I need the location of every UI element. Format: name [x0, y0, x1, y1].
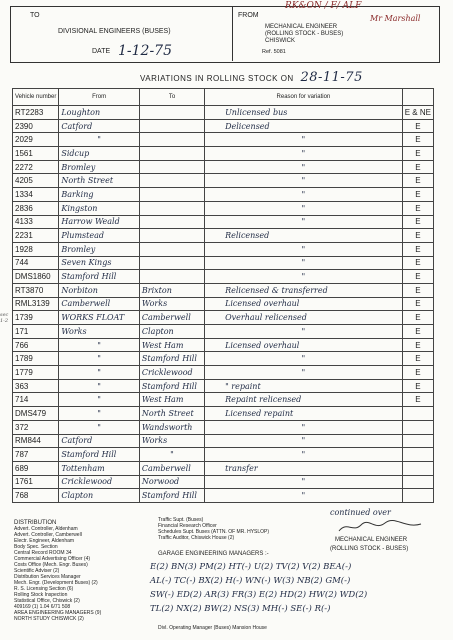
cell-vehicle: 171 — [13, 325, 59, 339]
distribution-item: Mech. Engr. (Development Buses) (2) — [14, 580, 98, 586]
cell-vehicle: 1789 — [13, 352, 59, 366]
cell-code: E — [402, 201, 433, 215]
distribution-list — [14, 520, 154, 622]
cell-reason: Licensed overhaul — [205, 297, 403, 311]
cell-vehicle: 766 — [13, 338, 59, 352]
cell-from: North Street — [59, 174, 140, 188]
from-handwritten-2: Mr Marshall — [370, 14, 421, 23]
cell-vehicle: 714 — [13, 393, 59, 407]
garage-codes — [150, 560, 367, 616]
cell-reason: Overhaul relicensed — [205, 311, 403, 325]
cell-to — [139, 174, 204, 188]
cell-vehicle: 689 — [13, 461, 59, 475]
cell-to — [139, 160, 204, 174]
cell-to: Stamford Hill — [139, 379, 204, 393]
cell-vehicle: 4205 — [13, 174, 59, 188]
cell-to: Camberwell — [139, 461, 204, 475]
cell-to: Works — [139, 297, 204, 311]
cell-code: E — [402, 188, 433, 202]
table-row — [13, 475, 434, 489]
cell-to — [139, 106, 204, 120]
distribution-title: DISTRIBUTION — [14, 520, 57, 526]
cell-code — [402, 489, 433, 503]
cell-from: Bromley — [59, 242, 140, 256]
cell-vehicle: 1928 — [13, 242, 59, 256]
cell-reason: " — [205, 174, 403, 188]
table-row — [13, 256, 434, 270]
middle-list — [158, 517, 338, 541]
cell-code: E — [402, 338, 433, 352]
to-label: TO — [30, 12, 40, 19]
table-row — [13, 297, 434, 311]
cell-to: Clapton — [139, 325, 204, 339]
table-row — [13, 393, 434, 407]
title-text: VARIATIONS IN ROLLING STOCK ON — [140, 74, 294, 83]
col-code — [402, 89, 433, 106]
cell-to: Works — [139, 434, 204, 448]
cell-code — [402, 461, 433, 475]
cell-vehicle: 1761 — [13, 475, 59, 489]
cell-reason: " — [205, 489, 403, 503]
cell-from: " — [59, 379, 140, 393]
cell-code — [402, 420, 433, 434]
cell-from: " — [59, 352, 140, 366]
cell-vehicle: 372 — [13, 420, 59, 434]
cell-from: Clapton — [59, 489, 140, 503]
cell-code: E — [402, 215, 433, 229]
distribution-item: NORTH STUDY CHISWICK (2) — [14, 616, 84, 622]
table-row — [13, 434, 434, 448]
date-label: DATE — [92, 48, 111, 55]
cell-code: E — [402, 242, 433, 256]
col-reason: Reason for variation — [205, 89, 403, 106]
signoff-title-2: (ROLLING STOCK - BUSES) — [330, 546, 409, 552]
cell-reason: " — [205, 475, 403, 489]
table-row — [13, 352, 434, 366]
cell-to: Wandsworth — [139, 420, 204, 434]
table-row — [13, 270, 434, 284]
col-vehicle: Vehicle number — [13, 89, 59, 106]
middle-item: Traffic Supt. (Buses) — [158, 517, 204, 523]
cell-reason: " — [205, 147, 403, 161]
distribution-item: R. S. Licensing Section (6) — [14, 586, 74, 592]
cell-vehicle: 768 — [13, 489, 59, 503]
cell-code: E — [402, 393, 433, 407]
cell-to — [139, 119, 204, 133]
cell-to: West Ham — [139, 338, 204, 352]
cell-vehicle: RM844 — [13, 434, 59, 448]
cell-reason: " — [205, 242, 403, 256]
cell-from: " — [59, 420, 140, 434]
cell-from: Plumstead — [59, 229, 140, 243]
table-row — [13, 420, 434, 434]
cell-reason: " repaint — [205, 379, 403, 393]
distribution-item: Advert. Controller, Aldenham — [14, 526, 78, 532]
signoff-title-1: MECHANICAL ENGINEER — [335, 537, 408, 543]
continued-note: continued over — [330, 508, 391, 517]
cell-vehicle: 1779 — [13, 366, 59, 380]
distribution-item: Rolling Stock Inspection — [14, 592, 68, 598]
cell-to: " — [139, 448, 204, 462]
cell-vehicle: 363 — [13, 379, 59, 393]
table-row — [13, 311, 434, 325]
cell-reason: Licensed repaint — [205, 407, 403, 421]
cell-to — [139, 147, 204, 161]
cell-to: Camberwell — [139, 311, 204, 325]
cell-reason: Relicensed — [205, 229, 403, 243]
cell-reason: " — [205, 256, 403, 270]
cell-reason: " — [205, 325, 403, 339]
table-row — [13, 325, 434, 339]
cell-vehicle: DMS479 — [13, 407, 59, 421]
table-header-row — [13, 89, 434, 106]
cell-vehicle: 1334 — [13, 188, 59, 202]
table-row — [13, 174, 434, 188]
cell-to — [139, 133, 204, 147]
cell-to: North Street — [139, 407, 204, 421]
cell-from: Sidcup — [59, 147, 140, 161]
cell-reason: Licensed overhaul — [205, 338, 403, 352]
variations-table — [12, 88, 434, 503]
table-row — [13, 229, 434, 243]
table-row — [13, 366, 434, 380]
cell-vehicle: 2836 — [13, 201, 59, 215]
table-row — [13, 201, 434, 215]
cell-from: Stamford Hill — [59, 448, 140, 462]
cell-vehicle: DMS1860 — [13, 270, 59, 284]
cell-vehicle: 4133 — [13, 215, 59, 229]
ref-number: Ref. 5081 — [262, 49, 286, 55]
date-value: 1-12-75 — [118, 43, 172, 59]
cell-code: E — [402, 119, 433, 133]
table-row — [13, 283, 434, 297]
cell-vehicle: RT2283 — [13, 106, 59, 120]
distribution-item: Scientific Adviser (2) — [14, 568, 60, 574]
from-value-2: (ROLLING STOCK - BUSES) — [265, 31, 344, 37]
cell-reason: " — [205, 366, 403, 380]
cell-code: E — [402, 297, 433, 311]
table-row — [13, 119, 434, 133]
margin-note: sec 1-2 — [0, 312, 9, 324]
garage-line: SW(-) ED(2) AR(3) FR(3) E(2) HD(2) HW(2) WD(2) — [150, 590, 368, 600]
cell-reason: " — [205, 420, 403, 434]
cell-to: Stamford Hill — [139, 352, 204, 366]
distribution-item: Distribution Services Manager — [14, 574, 81, 580]
signature-mark — [335, 519, 425, 535]
cell-reason: transfer — [205, 461, 403, 475]
cell-vehicle: 1561 — [13, 147, 59, 161]
distribution-item: Commercial Advertising Officer (4) — [14, 556, 91, 562]
cell-from: Barking — [59, 188, 140, 202]
cell-reason: " — [205, 188, 403, 202]
cell-to: Stamford Hill — [139, 489, 204, 503]
cell-code — [402, 434, 433, 448]
garage-line: E(2) BN(3) PM(2) HT(-) U(2) TV(2) V(2) BEA(-) — [150, 562, 352, 572]
garage-line: AL(-) TC(-) BX(2) H(-) WN(-) W(3) NB(2) GM(-) — [150, 576, 351, 586]
cell-from: Norbiton — [59, 283, 140, 297]
distribution-item: Electr. Engineer, Aldenham — [14, 538, 75, 544]
cell-from: Loughton — [59, 106, 140, 120]
cell-to: Cricklewood — [139, 366, 204, 380]
cell-reason: " — [205, 133, 403, 147]
cell-reason: " — [205, 160, 403, 174]
from-label: FROM — [238, 12, 259, 19]
distribution-item: Central Record ROOM 34 — [14, 550, 72, 556]
cell-from: " — [59, 407, 140, 421]
cell-vehicle: RT3870 — [13, 283, 59, 297]
cell-code: E — [402, 352, 433, 366]
table-row — [13, 160, 434, 174]
cell-from: " — [59, 393, 140, 407]
table-row — [13, 407, 434, 421]
distribution-item: 409169 (1) 1.04 6/71 508 — [14, 604, 71, 610]
cell-code: E — [402, 229, 433, 243]
cell-code: E — [402, 174, 433, 188]
cell-code: E — [402, 270, 433, 284]
cell-to — [139, 229, 204, 243]
cell-from: Stamford Hill — [59, 270, 140, 284]
cell-vehicle: 787 — [13, 448, 59, 462]
cell-to — [139, 242, 204, 256]
cell-to — [139, 270, 204, 284]
from-handwritten: RK&ON / F/ ALF — [285, 1, 362, 11]
cell-code: E — [402, 325, 433, 339]
table-row — [13, 147, 434, 161]
cell-from: " — [59, 338, 140, 352]
table-row — [13, 489, 434, 503]
cell-from: Catford — [59, 434, 140, 448]
cell-from: " — [59, 133, 140, 147]
cell-from: Camberwell — [59, 297, 140, 311]
table-row — [13, 379, 434, 393]
garage-title: GARAGE ENGINEERING MANAGERS :- — [158, 551, 269, 557]
cell-code: E — [402, 256, 433, 270]
table-row — [13, 338, 434, 352]
middle-item: Schedules Supt. Buses (ATTN. OF MR. HYSLOP) — [158, 529, 270, 535]
cell-reason: Delicensed — [205, 119, 403, 133]
cell-to: Norwood — [139, 475, 204, 489]
cell-reason: " — [205, 215, 403, 229]
cell-code: E — [402, 160, 433, 174]
cell-vehicle: 2029 — [13, 133, 59, 147]
cell-from: Kingston — [59, 201, 140, 215]
distribution-item: Statistical Office, Chiswick (2) — [14, 598, 80, 604]
cell-to: Brixton — [139, 283, 204, 297]
cell-reason: " — [205, 352, 403, 366]
distribution-item: AREA ENGINEERING MANAGERS (9) — [14, 610, 102, 616]
cell-code — [402, 448, 433, 462]
from-value-1: MECHANICAL ENGINEER — [265, 24, 338, 30]
cell-from: " — [59, 366, 140, 380]
cell-reason: " — [205, 434, 403, 448]
col-from: From — [59, 89, 140, 106]
cell-to — [139, 188, 204, 202]
distribution-item: Advert. Controller, Camberwell — [14, 532, 82, 538]
cell-from: WORKS FLOAT — [59, 311, 140, 325]
cell-vehicle: 2390 — [13, 119, 59, 133]
page-title — [140, 70, 363, 85]
cell-code — [402, 475, 433, 489]
cell-from: Harrow Weald — [59, 215, 140, 229]
cell-from: Cricklewood — [59, 475, 140, 489]
col-to: To — [139, 89, 204, 106]
middle-footer: Divl. Operating Manager (Buses) Mansion House — [158, 625, 267, 631]
title-date: 28-11-75 — [300, 70, 363, 85]
cell-reason: " — [205, 448, 403, 462]
cell-code — [402, 407, 433, 421]
cell-code: E — [402, 379, 433, 393]
cell-vehicle: RML3139 — [13, 297, 59, 311]
to-value: DIVISIONAL ENGINEERS (BUSES) — [58, 28, 171, 35]
cell-code: E & NE — [402, 106, 433, 120]
header-divider — [232, 6, 233, 61]
cell-code: E — [402, 283, 433, 297]
cell-to: West Ham — [139, 393, 204, 407]
table-row — [13, 448, 434, 462]
cell-reason: " — [205, 270, 403, 284]
cell-code: E — [402, 366, 433, 380]
table-row — [13, 215, 434, 229]
table-row — [13, 133, 434, 147]
cell-code: E — [402, 147, 433, 161]
middle-item: Financial Research Officer — [158, 523, 217, 529]
garage-line: TL(2) NX(2) BW(2) NS(3) MH(-) SE(-) R(-) — [150, 604, 331, 614]
cell-from: Bromley — [59, 160, 140, 174]
cell-vehicle: 2272 — [13, 160, 59, 174]
table-row — [13, 106, 434, 120]
middle-item: Traffic Auditor, Chiswick House (2) — [158, 535, 235, 541]
cell-to — [139, 256, 204, 270]
cell-from: Works — [59, 325, 140, 339]
cell-from: Catford — [59, 119, 140, 133]
cell-code: E — [402, 133, 433, 147]
cell-reason: Unlicensed bus — [205, 106, 403, 120]
cell-reason: Relicensed & transferred — [205, 283, 403, 297]
cell-vehicle: 2231 — [13, 229, 59, 243]
cell-to — [139, 215, 204, 229]
cell-reason: Repaint relicensed — [205, 393, 403, 407]
cell-reason: " — [205, 201, 403, 215]
cell-code: E — [402, 311, 433, 325]
cell-from: Seven Kings — [59, 256, 140, 270]
table-row — [13, 461, 434, 475]
cell-vehicle: 1739 — [13, 311, 59, 325]
from-value-3: CHISWICK — [265, 38, 295, 44]
table-row — [13, 242, 434, 256]
cell-vehicle: 744 — [13, 256, 59, 270]
cell-from: Tottenham — [59, 461, 140, 475]
distribution-item: Body Spec. Section — [14, 544, 58, 550]
distribution-item: Costs Office (Mech. Engr. Buses) — [14, 562, 88, 568]
table-row — [13, 188, 434, 202]
cell-to — [139, 201, 204, 215]
